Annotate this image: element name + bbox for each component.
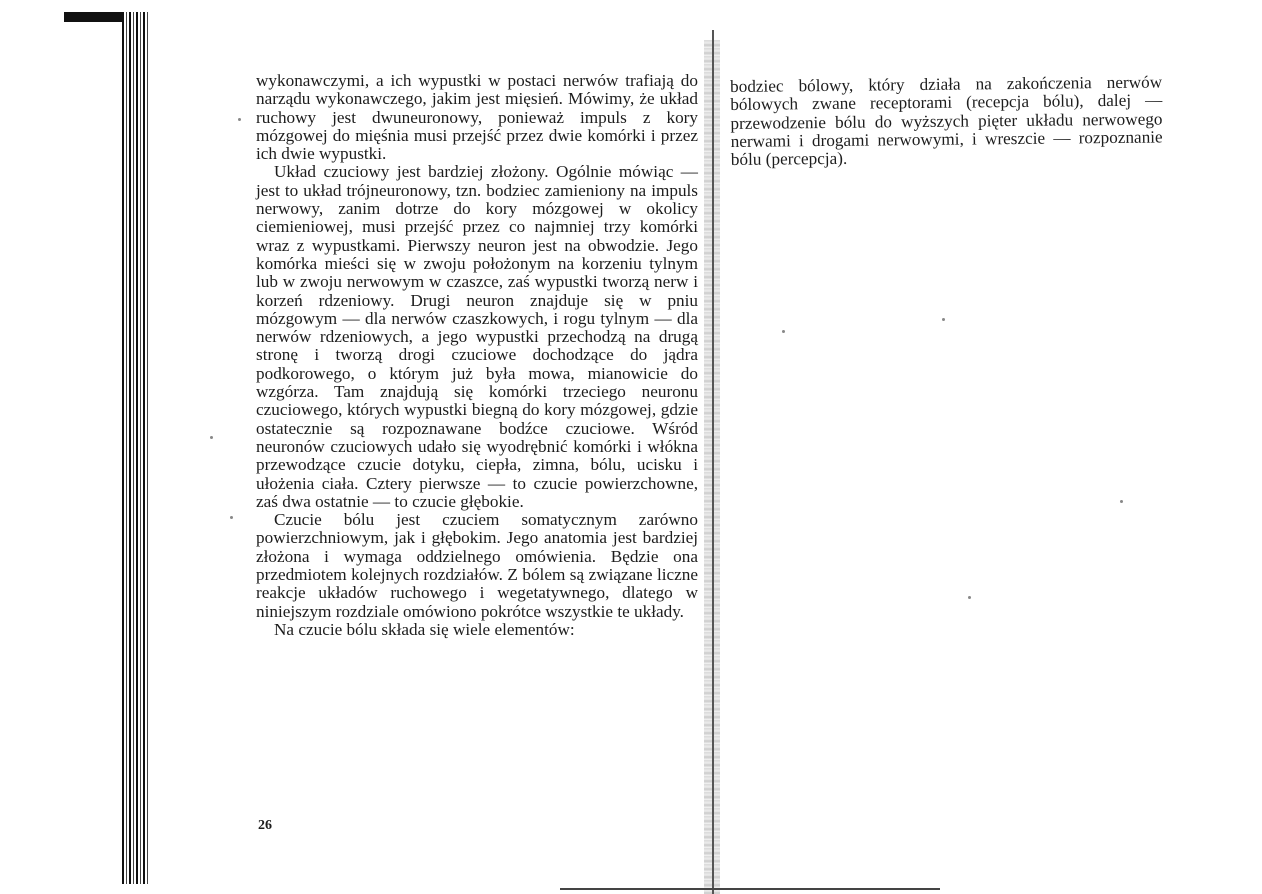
left-page-text <box>256 72 698 639</box>
scan-speck <box>942 318 945 321</box>
scan-speck <box>782 330 785 333</box>
right-paragraph-1: bodziec bólowy, który działa na zakończenia nerwów bólowych zwane receptorami (recepcja bólu), dalej — przewodzenie bólu do wyższych pięter układu nerwowego nerwami i drogami nerwowymi, i wreszcie — rozpoznanie bólu (percepcja). <box>729 72 1163 170</box>
left-paragraph-2: Układ czuciowy jest bardziej złożony. Ogólnie mówiąc — jest to układ trójneuronowy, tzn. bodziec zamieniony na impuls nerwowy, zanim dotrze do kory mózgowej w okolicy ciemieniowej, musi przejść przez co najmniej trzy komórki wraz z wypustkami. Pierwszy neuron jest na obwodzie. Jego komórka mieści się w zwoju położonym na korzeniu tylnym lub w zwoju nerwowym w czaszce, zaś wypustki tworzą nerw i korzeń rdzeniowy. Drugi neuron znajduje się w pniu mózgowym — dla nerwów czaszkowych, i rogu tylnym — dla nerwów rdzeniowych, a jego wypustki przechodzą na drugą stronę i tworzą drogi czuciowe dochodzące do jądra podkorowego, o którym już była mowa, mianowicie do wzgórza. Tam znajdują się komórki trzeciego neuronu czuciowego, których wypustki biegną do kory mózgowej, gdzie ostatecznie są rozpoznawane bodźce czuciowe. Wśród neuronów czuciowych udało się wyodrębnić komórki i włókna przewodzące czucie dotyku, ciepła, zimna, bólu, ucisku i ułożenia ciała. Cztery pierwsze — to czucie powierzchowne, zaś dwa ostatnie — to czucie głębokie. <box>256 162 698 511</box>
scan-speck <box>1120 500 1123 503</box>
left-paragraph-1: wykonawczymi, a ich wypustki w postaci nerwów trafiają do narządu wykonawczego, jakim jest mięsień. Mówimy, że układ ruchowy jest dwuneuronowy, ponieważ impuls z kory mózgowej do mięśnia musi przejść przez dwie komórki i przez ich dwie wypustki. <box>256 71 698 164</box>
right-page-text <box>730 73 1163 169</box>
scan-speck <box>238 118 241 121</box>
gutter-line <box>712 30 714 894</box>
left-paragraph-3: Czucie bólu jest czuciem somatycznym zarówno powierzchniowym, jak i głębokim. Jego anatomia jest bardziej złożona i wymaga oddzielnego omówienia. Będzie ona przedmiotem kolejnych rozdziałów. Z bólem są związane liczne reakcje układów ruchowego i wegetatywnego, dlatego w niniejszym rozdziale omówiono pokrótce wszystkie te układy. <box>256 510 698 621</box>
left-paragraph-4: Na czucie bólu składa się wiele elementów: <box>274 619 575 639</box>
book-spine-edge <box>122 12 148 884</box>
scan-speck <box>230 516 233 519</box>
page-number: 26 <box>258 818 272 833</box>
scan-speck <box>210 436 213 439</box>
page-bottom-edge <box>560 888 940 890</box>
scan-speck <box>968 596 971 599</box>
